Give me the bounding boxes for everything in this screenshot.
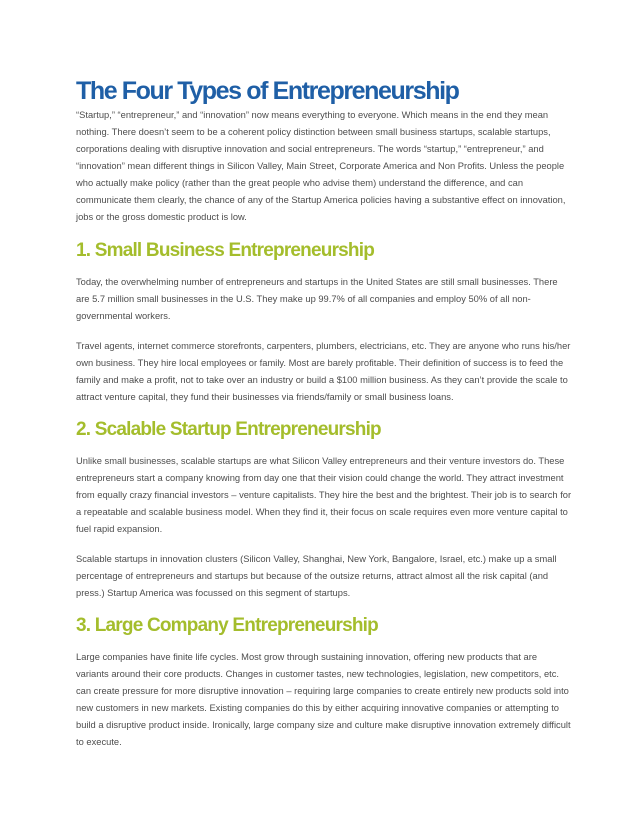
section-paragraph: Unlike small businesses, scalable startups are what Silicon Valley entrepreneurs and their venture investors do. These entrepreneurs start a company knowing from day one that their vision could change the world. They attract investment from equally crazy financial investors – venture capitalists. They hire the best and the brightest. Their job is to search for a repeatable and scalable business model. When they find it, their focus on scale requires even more venture capital to fuel rapid expansion.	[76, 456, 572, 534]
page-title: The Four Types of Entrepreneurship	[76, 77, 459, 105]
section-heading: 3. Large Company Entrepreneurship	[76, 615, 378, 636]
section-small-business	[76, 240, 572, 406]
section-scalable-startup	[76, 419, 572, 602]
section-paragraph: Large companies have finite life cycles. Most grow through sustaining innovation, offering new products that are variants around their core products. Changes in customer tastes, new technologies, legislation, new competitors, etc. can create pressure for more disruptive innovation – requiring large companies to create entirely new products sold into new customers in new markets. Existing companies do this by either acquiring innovative companies or attempting to build a disruptive product inside. Ironically, large company size and culture make disruptive innovation extremely difficult to execute.	[76, 652, 571, 747]
section-heading: 2. Scalable Startup Entrepreneurship	[76, 419, 381, 440]
section-heading: 1. Small Business Entrepreneurship	[76, 240, 375, 261]
section-paragraph: Travel agents, internet commerce storefronts, carpenters, plumbers, electricians, etc. They are anyone who runs his/her own business. They hire local employees or family. Most are barely profitable. Their definition of success is to feed the family and make a profit, not to take over an industry or build a $100 million business. As they can’t provide the scale to attract venture capital, they fund their businesses via friends/family or small business loans.	[76, 341, 571, 402]
section-paragraph: Today, the overwhelming number of entrepreneurs and startups in the United States are still small businesses. There are 5.7 million small businesses in the U.S. They make up 99.7% of all companies and employ 50% of all non-governmental workers.	[76, 277, 558, 321]
section-paragraph: Scalable startups in innovation clusters (Silicon Valley, Shanghai, New York, Bangalore, Israel, etc.) make up a small percentage of entrepreneurs and startups but because of the outsize returns, attract almost all the risk capital (and press.) Startup America was focussed on this segment of startups.	[76, 554, 557, 598]
intro-paragraph: “Startup,” “entrepreneur,” and “innovation” now means everything to everyone. Which means in the end they mean nothing. There doesn’t seem to be a coherent policy distinction between small business startups, scalable startups, corporations dealing with disruptive innovation and social entrepreneurs. The words “startup,” “entrepreneur,” and “innovation” mean different things in Silicon Valley, Main Street, Corporate America and Non Profits. Unless the people who actually make policy (rather than the great people who advise them) understand the difference, and can communicate them clearly, the chance of any of the Startup America policies having a substantive effect on innovation, jobs or the gross domestic product is low.	[76, 110, 566, 222]
section-large-company	[76, 615, 572, 751]
